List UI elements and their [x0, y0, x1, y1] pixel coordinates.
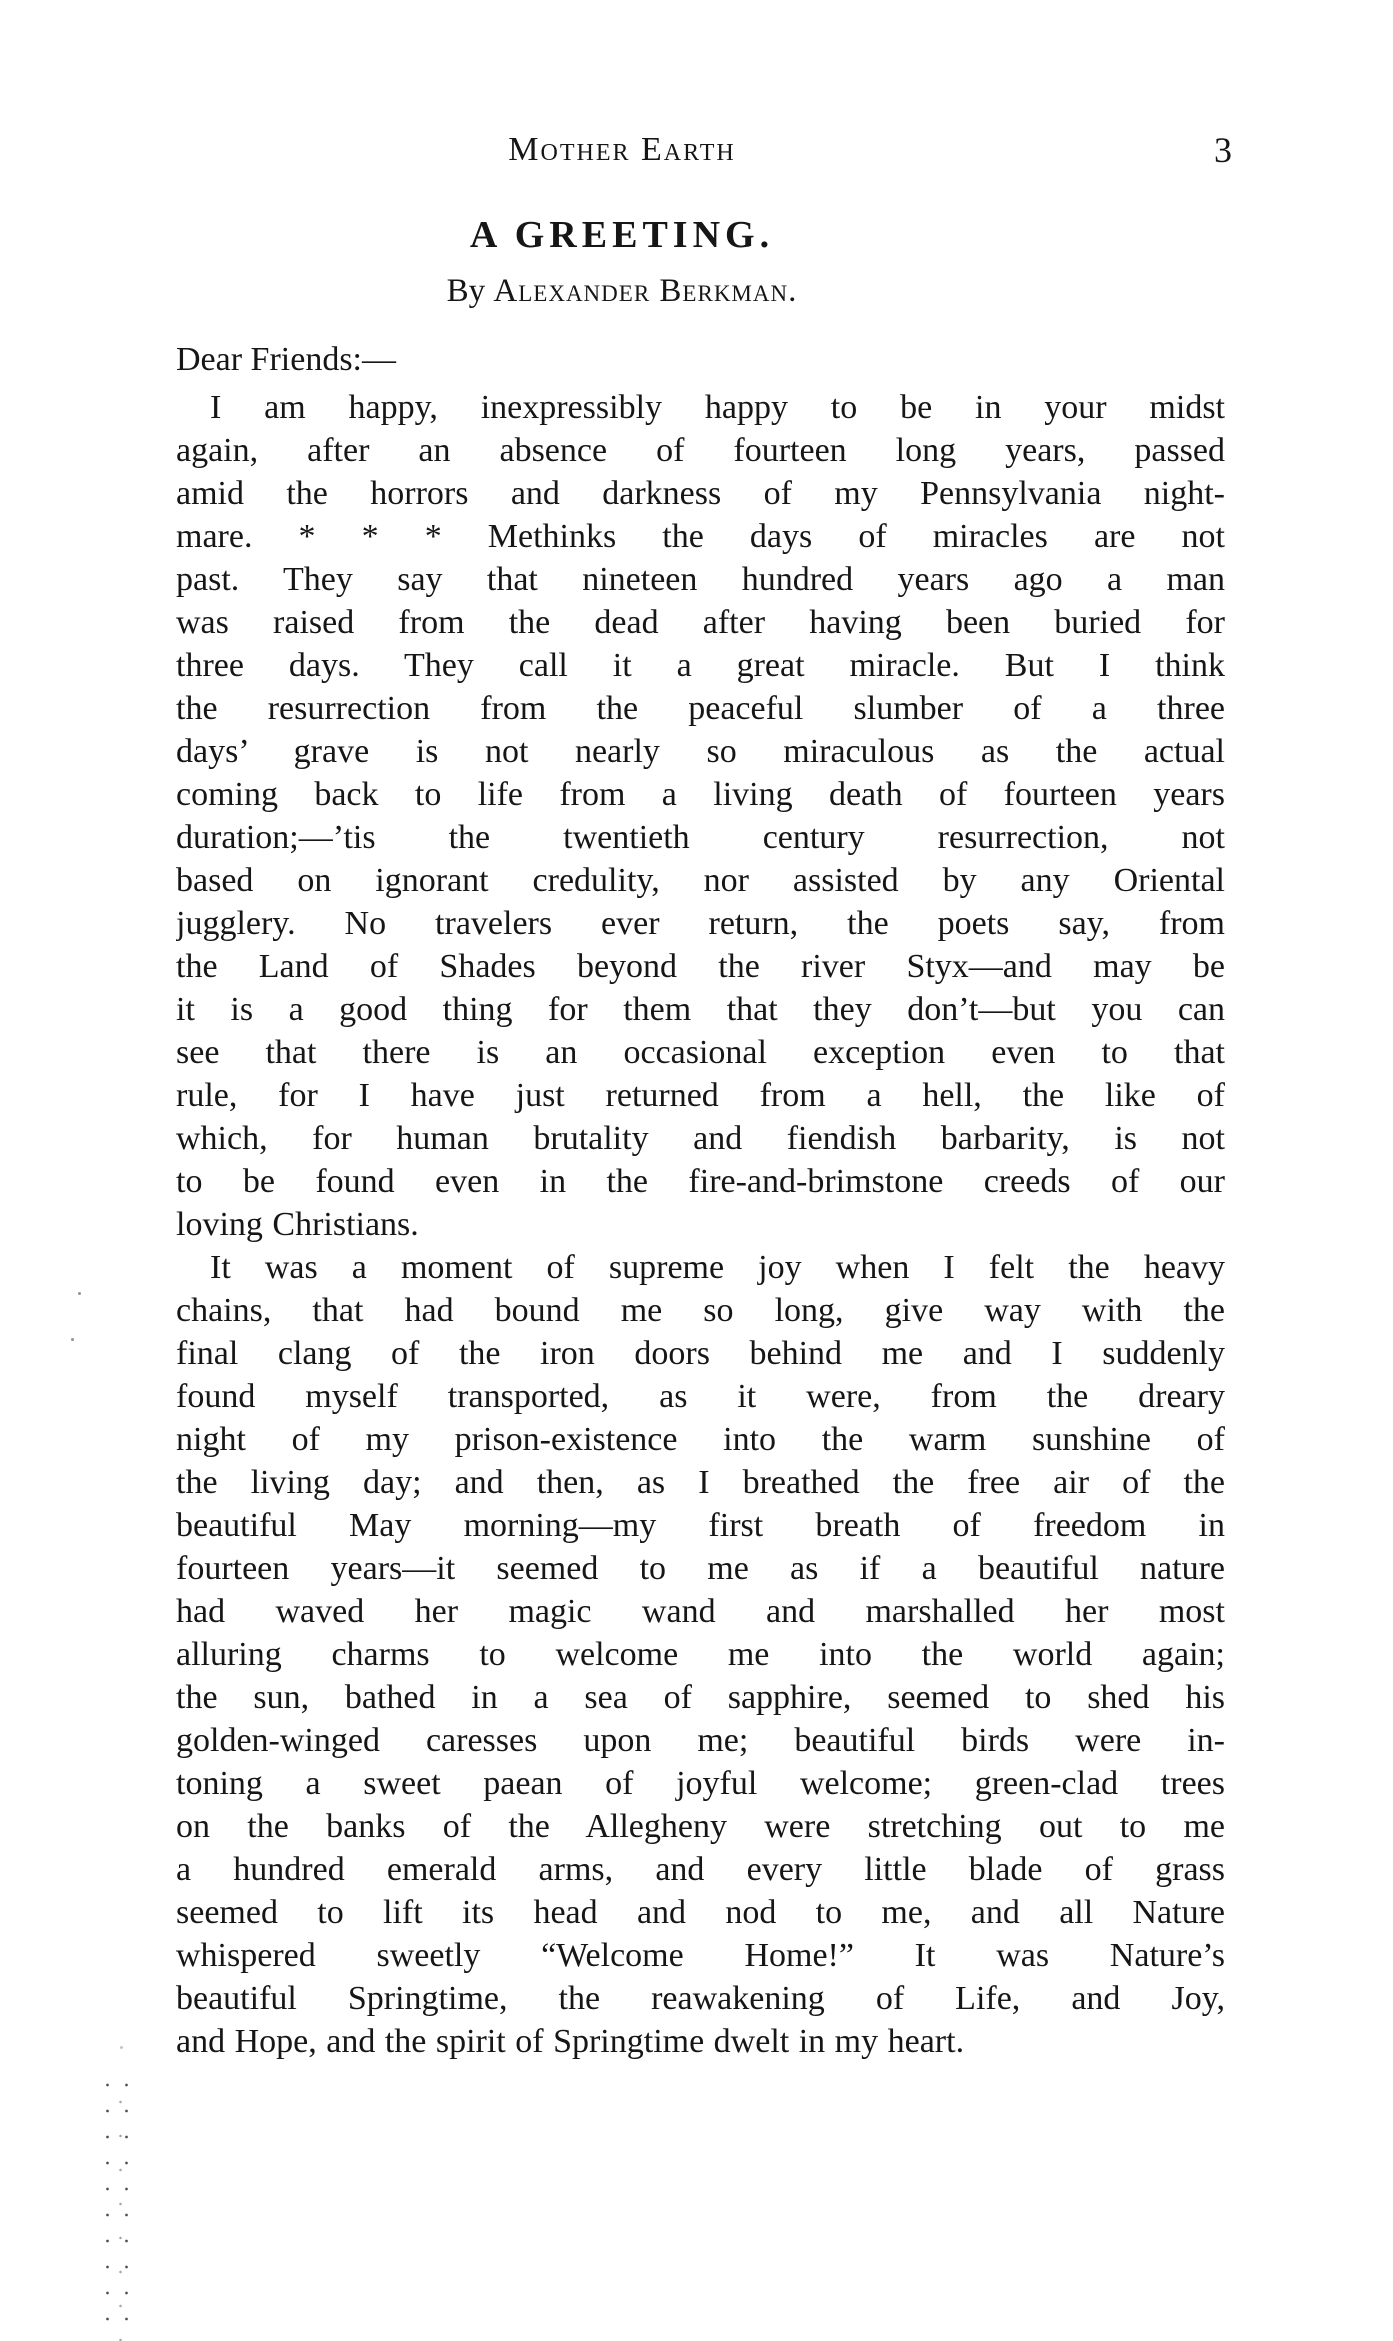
text-line: coming back to life from a living death of fourteen years	[176, 776, 1225, 813]
byline	[176, 270, 1068, 312]
article-body	[176, 386, 1225, 2063]
text-line: and Hope, and the spirit of Springtime dwelt in my heart.	[176, 2023, 965, 2060]
text-line: based on ignorant credulity, nor assisted by any Oriental	[176, 862, 1225, 899]
text-line: it is a good thing for them that they don’t—but you can	[176, 991, 1225, 1028]
text-line: past. They say that nineteen hundred years ago a man	[176, 561, 1225, 598]
text-line: amid the horrors and darkness of my Pennsylvania night-	[176, 475, 1225, 512]
text-line: mare. * * * Methinks the days of miracles are not	[176, 518, 1225, 555]
text-line: whispered sweetly “Welcome Home!” It was Nature’s	[176, 1937, 1225, 1974]
author-name: Alexander Berkman.	[493, 273, 798, 309]
text-line: duration;—’tis the twentieth century resurrection, not	[176, 819, 1225, 856]
text-line: beautiful May morning—my first breath of freedom in	[176, 1507, 1225, 1544]
text-line: rule, for I have just returned from a hell, the like of	[176, 1077, 1225, 1114]
text-line: alluring charms to welcome me into the world again;	[176, 1636, 1225, 1673]
text-line: which, for human brutality and fiendish barbarity, is not	[176, 1120, 1225, 1157]
text-line: see that there is an occasional exception even to that	[176, 1034, 1225, 1071]
text-line: It was a moment of supreme joy when I felt the heavy	[210, 1249, 1225, 1286]
text-line: to be found even in the fire-and-brimstone creeds of our	[176, 1163, 1225, 1200]
text-line: beautiful Springtime, the reawakening of Life, and Joy,	[176, 1980, 1225, 2017]
text-line: loving Christians.	[176, 1206, 419, 1243]
salutation: Dear Friends:—	[176, 341, 397, 378]
text-line: seemed to lift its head and nod to me, and all Nature	[176, 1894, 1225, 1931]
text-line: the resurrection from the peaceful slumber of a three	[176, 690, 1225, 727]
text-line: again, after an absence of fourteen long years, passed	[176, 432, 1225, 469]
text-line: three days. They call it a great miracle. But I think	[176, 647, 1225, 684]
text-line: a hundred emerald arms, and every little blade of grass	[176, 1851, 1225, 1888]
text-line: had waved her magic wand and marshalled her most	[176, 1593, 1225, 1630]
byline-prefix: By	[446, 273, 486, 309]
text-line: the living day; and then, as I breathed the free air of the	[176, 1464, 1225, 1501]
text-line: jugglery. No travelers ever return, the poets say, from	[176, 905, 1225, 942]
text-line: the Land of Shades beyond the river Styx—and may be	[176, 948, 1225, 985]
scan-speck	[71, 1338, 74, 1341]
journal-title: Mother Earth	[508, 131, 736, 168]
text-line: golden-winged caresses upon me; beautiful birds were in-	[176, 1722, 1225, 1759]
text-line: on the banks of the Allegheny were stretching out to me	[176, 1808, 1225, 1845]
text-line: chains, that had bound me so long, give way with the	[176, 1292, 1225, 1329]
text-line: night of my prison-existence into the warm sunshine of	[176, 1421, 1225, 1458]
text-line: I am happy, inexpressibly happy to be in your midst	[210, 389, 1225, 426]
page-number: 3	[1214, 130, 1232, 170]
scan-speck	[120, 2046, 123, 2049]
text-line: fourteen years—it seemed to me as if a beautiful nature	[176, 1550, 1225, 1587]
text-line: final clang of the iron doors behind me and I suddenly	[176, 1335, 1225, 1372]
text-line: the sun, bathed in a sea of sapphire, seemed to shed his	[176, 1679, 1225, 1716]
scan-noise	[96, 2072, 140, 2341]
scan-speck	[78, 1292, 81, 1295]
text-line: days’ grave is not nearly so miraculous as the actual	[176, 733, 1225, 770]
article-title: A GREETING.	[469, 214, 775, 256]
text-line: was raised from the dead after having been buried for	[176, 604, 1225, 641]
text-line: found myself transported, as it were, from the dreary	[176, 1378, 1225, 1415]
text-line: toning a sweet paean of joyful welcome; green-clad trees	[176, 1765, 1225, 1802]
